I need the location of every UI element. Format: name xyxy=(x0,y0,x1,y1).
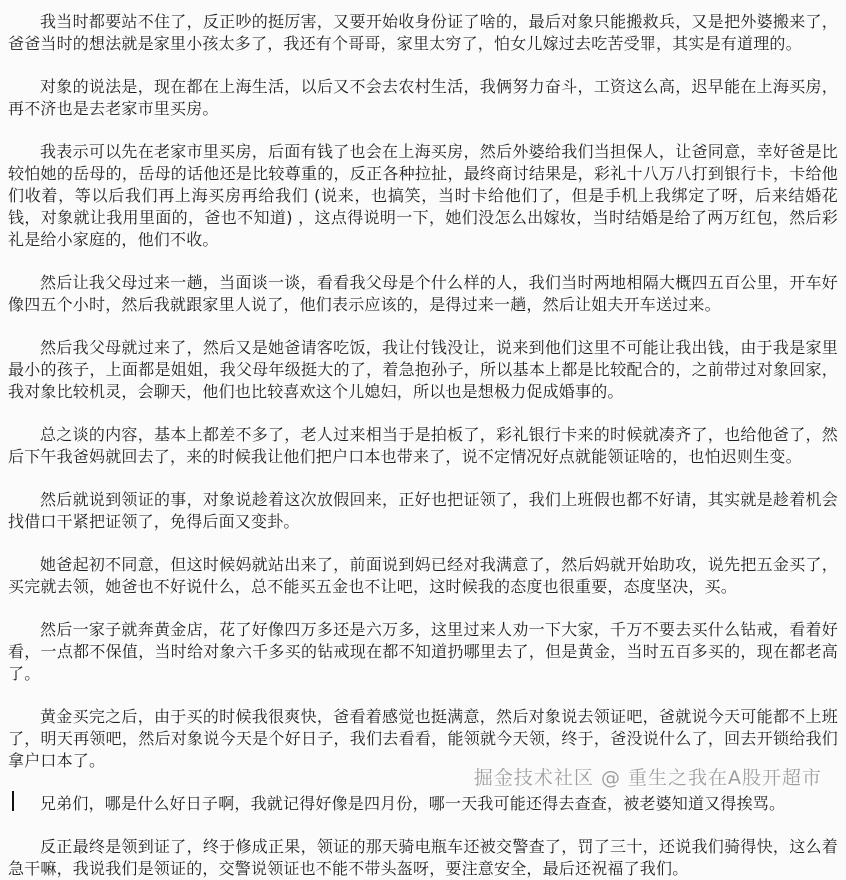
paragraph: 然后让我父母过来一趟，当面谈一谈，看看我父母是个什么样的人，我们当时两地相隔大概四五百公里，开车好像四五个小时，然后我就跟家里人说了，他们表示应该的，是得过来一趟，然后让姐夫开车送过来。 xyxy=(8,273,838,314)
paragraph: 黄金买完之后，由于买的时候我很爽快，爸看着感觉也挺满意，然后对象说去领证吧，爸就说今天可能都不上班了，明天再领吧，然后对象说今天是个好日子，我们去看看，能领就今天领，终于，爸没说什么了，回去开锁给我们拿户口本了。 xyxy=(8,707,838,770)
paragraph: 对象的说法是，现在都在上海生活，以后又不会去农村生活，我俩努力奋斗，工资这么高，迟早能在上海买房，再不济也是去老家市里买房。 xyxy=(8,77,838,118)
paragraph: 反正最终是领到证了，终于修成正果，领证的那天骑电瓶车还被交警查了，罚了三十，还说我们骑得快，这么着急干嘛，我说我们是领证的，交警说领证也不能不带头盔呀，要注意安全，最后还祝福了我们。 xyxy=(8,837,838,878)
paragraph: 然后我父母就过来了，然后又是她爸请客吃饭，我让付钱没让，说来到他们这里不可能让我出钱，由于我是家里最小的孩子，上面都是姐姐，我父母年级挺大的了，着急抱孙子，所以基本上都是比较配合的，之前带过对象回家，我对象比较机灵，会聊天，他们也比较喜欢这个儿媳妇，所以也是想极力促成婚事的。 xyxy=(8,338,838,401)
text-cursor xyxy=(12,791,14,811)
paragraph: 然后就说到领证的事，对象说趁着这次放假回来，正好也把证领了，我们上班假也都不好请，其实就是趁着机会找借口干紧把证领了，免得后面又变卦。 xyxy=(8,490,838,531)
paragraph: 我当时都要站不住了，反正吵的挺厉害，又要开始收身份证了啥的，最后对象只能搬救兵，又是把外婆搬来了，爸爸当时的想法就是家里小孩太多了，我还有个哥哥，家里太穷了，怕女儿嫁过去吃苦受罪，其实是有道理的。 xyxy=(8,12,838,53)
paragraph: 然后一家子就奔黄金店，花了好像四万多还是六万多，这里过来人劝一下大家，千万不要去买什么钻戒，看着好看，一点都不保值，当时给对象六千多买的钻戒现在都不知道扔哪里去了，但是黄金，当时五百多买的，现在都老高了。 xyxy=(8,620,838,683)
paragraph: 我表示可以先在老家市里买房，后面有钱了也会在上海买房，然后外婆给我们当担保人，让爸同意，幸好爸是比较怕她的岳母的，岳母的话他还是比较尊重的，反正各种拉扯，最终商讨结果是，彩礼十八万八打到银行卡，卡给他们收着，等以后我们再上海买房再给我们 (说来，也搞笑，当时卡给他们了，但是手机上我绑定了呀，后来结婚花钱，对象就让我用里面的，爸也不知道) ，这点得说明一下，她们没怎么出嫁妆，当时结婚是给了两万红包，然后彩礼是给小家庭的，他们不收。 xyxy=(8,142,838,249)
watermark: 掘金技术社区 @ 重生之我在A股开超市 xyxy=(473,767,822,789)
paragraph: 她爸起初不同意，但这时候妈就站出来了，前面说到妈已经对我满意了，然后妈就开始助攻，说先把五金买了，买完就去领，她爸也不好说什么，总不能买五金也不让吧，这时候我的态度也很重要，态度坚决，买。 xyxy=(8,555,838,596)
paragraph: 总之谈的内容，基本上都差不多了，老人过来相当于是拍板了，彩礼银行卡来的时候就凑齐了，也给他爸了，然后下午我爸妈就回去了，来的时候我让他们把户口本也带来了，说不定情况好点就能领证啥的，也怕迟则生变。 xyxy=(8,425,838,466)
paragraph: 兄弟们，哪是什么好日子啊，我就记得好像是四月份，哪一天我可能还得去查查，被老婆知道又得挨骂。 xyxy=(40,794,786,813)
